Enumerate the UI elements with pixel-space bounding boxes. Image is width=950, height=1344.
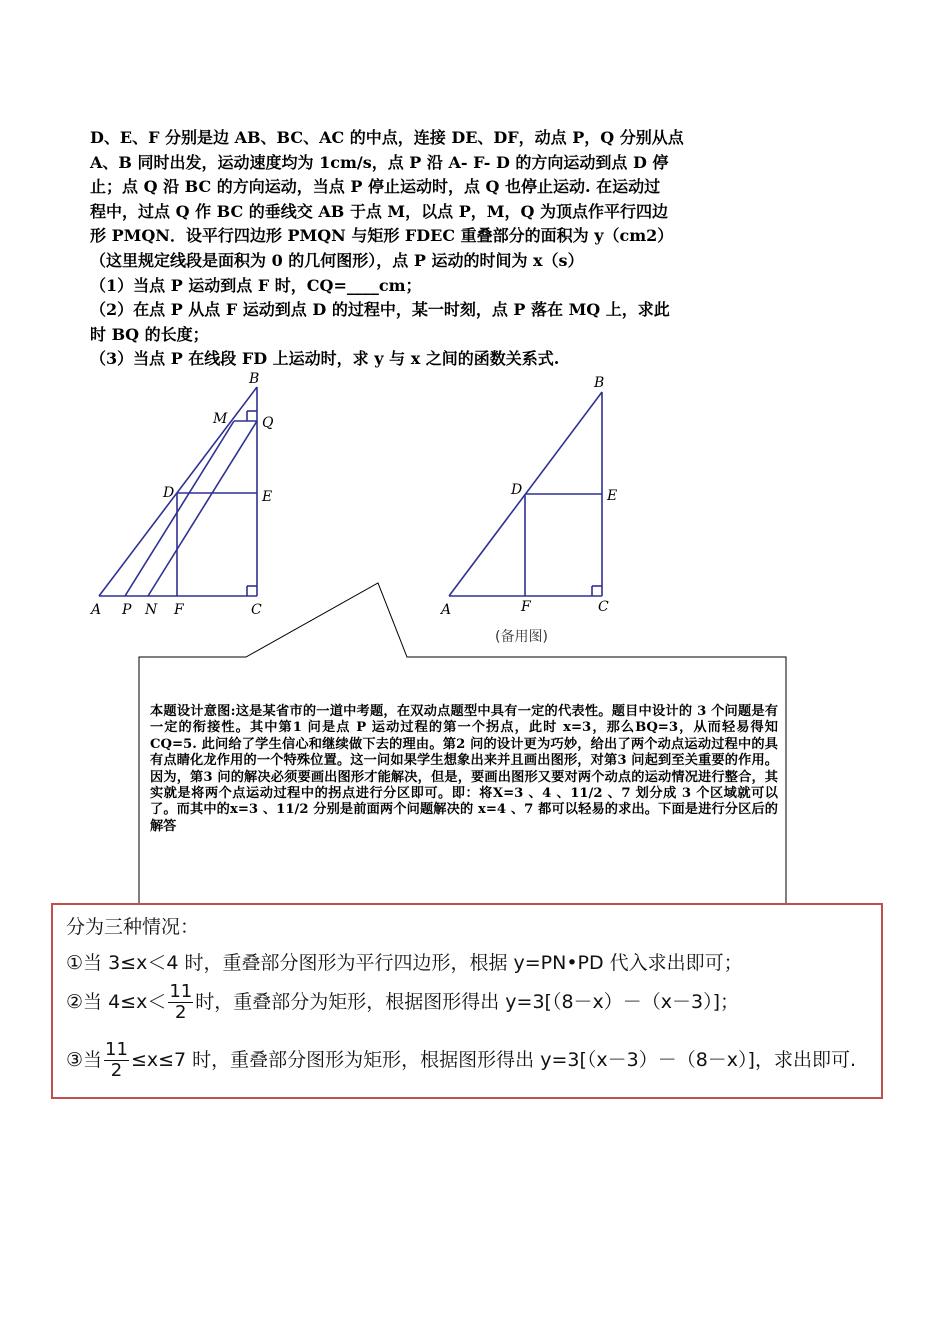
solution-intro: 分为三种情况： (66, 916, 200, 938)
case-3-suffix: ≤x≤7 时，重叠部分图形为矩形，根据图形得出 y=3[（x－3）－（8－x）]，求出即可. (130, 1049, 856, 1071)
label-b: B (594, 375, 605, 391)
label-f: F (521, 599, 531, 615)
label-c: C (251, 602, 262, 618)
case-3 (66, 1040, 856, 1081)
fraction-numerator: 11 (105, 1039, 128, 1060)
figure-2-caption: (备用图) (495, 629, 548, 645)
fraction-denominator: 2 (110, 1060, 123, 1081)
fraction-11-2 (104, 1040, 129, 1081)
label-a: A (441, 602, 452, 618)
label-d: D (511, 482, 523, 498)
figure-2-labels (439, 375, 617, 618)
fraction-denominator: 2 (175, 1002, 187, 1023)
fraction-11-2 (168, 982, 193, 1023)
label-p: P (122, 602, 132, 618)
label-e: E (607, 488, 618, 504)
case-2-prefix: ②当 4≤x＜ (66, 991, 167, 1013)
label-n: N (145, 602, 158, 618)
case-2-suffix: 时，重叠部分为矩形，根据图形得出 y=3[（8－x）－（x－3）]； (195, 991, 740, 1013)
label-b: B (249, 371, 260, 387)
case-1: ①当 3≤x＜4 时，重叠部分图形为平行四边形，根据 y=PN•PD 代入求出即可； (66, 952, 743, 974)
problem-line: 程中，过点 Q 作 BC 的垂线交 AB 于点 M，以点 P，M，Q 为顶点作平行四边 (90, 201, 668, 221)
case-2 (66, 982, 739, 1023)
figure-1 (99, 387, 257, 596)
label-m: M (213, 411, 228, 427)
problem-line: （1）当点 P 运动到点 F 时，CQ=____cm； (90, 275, 422, 295)
problem-line: D、E、F 分别是边 AB、BC、AC 的中点，连接 DE、DF，动点 P，Q 分别从点 (90, 128, 684, 147)
problem-line: （这里规定线段是面积为 0 的几何图形），点 P 运动的时间为 x（s） (90, 250, 584, 270)
case-3-prefix: ③当 (66, 1049, 103, 1071)
problem-line: （3）当点 P 在线段 FD 上运动时，求 y 与 x 之间的函数关系式. (90, 349, 560, 369)
label-q: Q (262, 415, 274, 431)
problem-line: （2）在点 P 从点 F 运动到点 D 的过程中，某一时刻，点 P 落在 MQ 上，求此 (90, 300, 670, 320)
design-intent-note (150, 704, 778, 835)
label-e: E (262, 489, 273, 505)
label-d: D (163, 485, 175, 501)
label-a: A (91, 602, 102, 618)
label-f: F (174, 602, 184, 618)
problem-line: A、B 同时出发，运动速度均为 1cm/s，点 P 沿 A- F- D 的方向运动到点 D 停 (90, 152, 669, 172)
label-c: C (598, 599, 609, 615)
fraction-numerator: 11 (169, 981, 193, 1002)
figure-2 (449, 392, 602, 596)
design-intent-body: 这是某省市的一道中考题，在双动点题型中具有一定的代表性。题目中设计的 3 个问题是有一定的衔接性。其中第1 问是点 P 运动过程的第一个拐点，此时 x=3，那么BQ=3，从而轻易得知CQ=5. 此问给了学生信心和继续做下去的理由。第2 问的设计更为巧妙，给出了两个动点运动过程中的具有点睛化龙作用的一个特殊位置。这一问如果学生想象出来并且画出图形，对第3 问起到至关重要的作用。因为，第3 问的解决必须要画出图形才能解决，但是，要画出图形又要对两个动点的运动情况进行整合，其实就是将两个点运动过程中的拐点进行分区即可。即：将X=3 、4 、11/2 、7 划分成 3 个区域就可以了。而其中的x=3 、11/2 分别是前面两个问题解决的 x=4 、7 都可以轻易的求出。下面是进行分区后的解答 (150, 704, 779, 834)
problem-line: 止；点 Q 沿 BC 的方向运动，当点 P 停止运动时，点 Q 也停止运动. 在运动过 (90, 177, 661, 197)
design-intent-heading: 本题设计意图: (150, 704, 236, 719)
problem-line: 形 PMQN．设平行四边形 PMQN 与矩形 FDEC 重叠部分的面积为 y（cm2） (90, 226, 674, 246)
figure-1-labels (89, 371, 274, 618)
problem-line: 时 BQ 的长度； (90, 324, 209, 344)
